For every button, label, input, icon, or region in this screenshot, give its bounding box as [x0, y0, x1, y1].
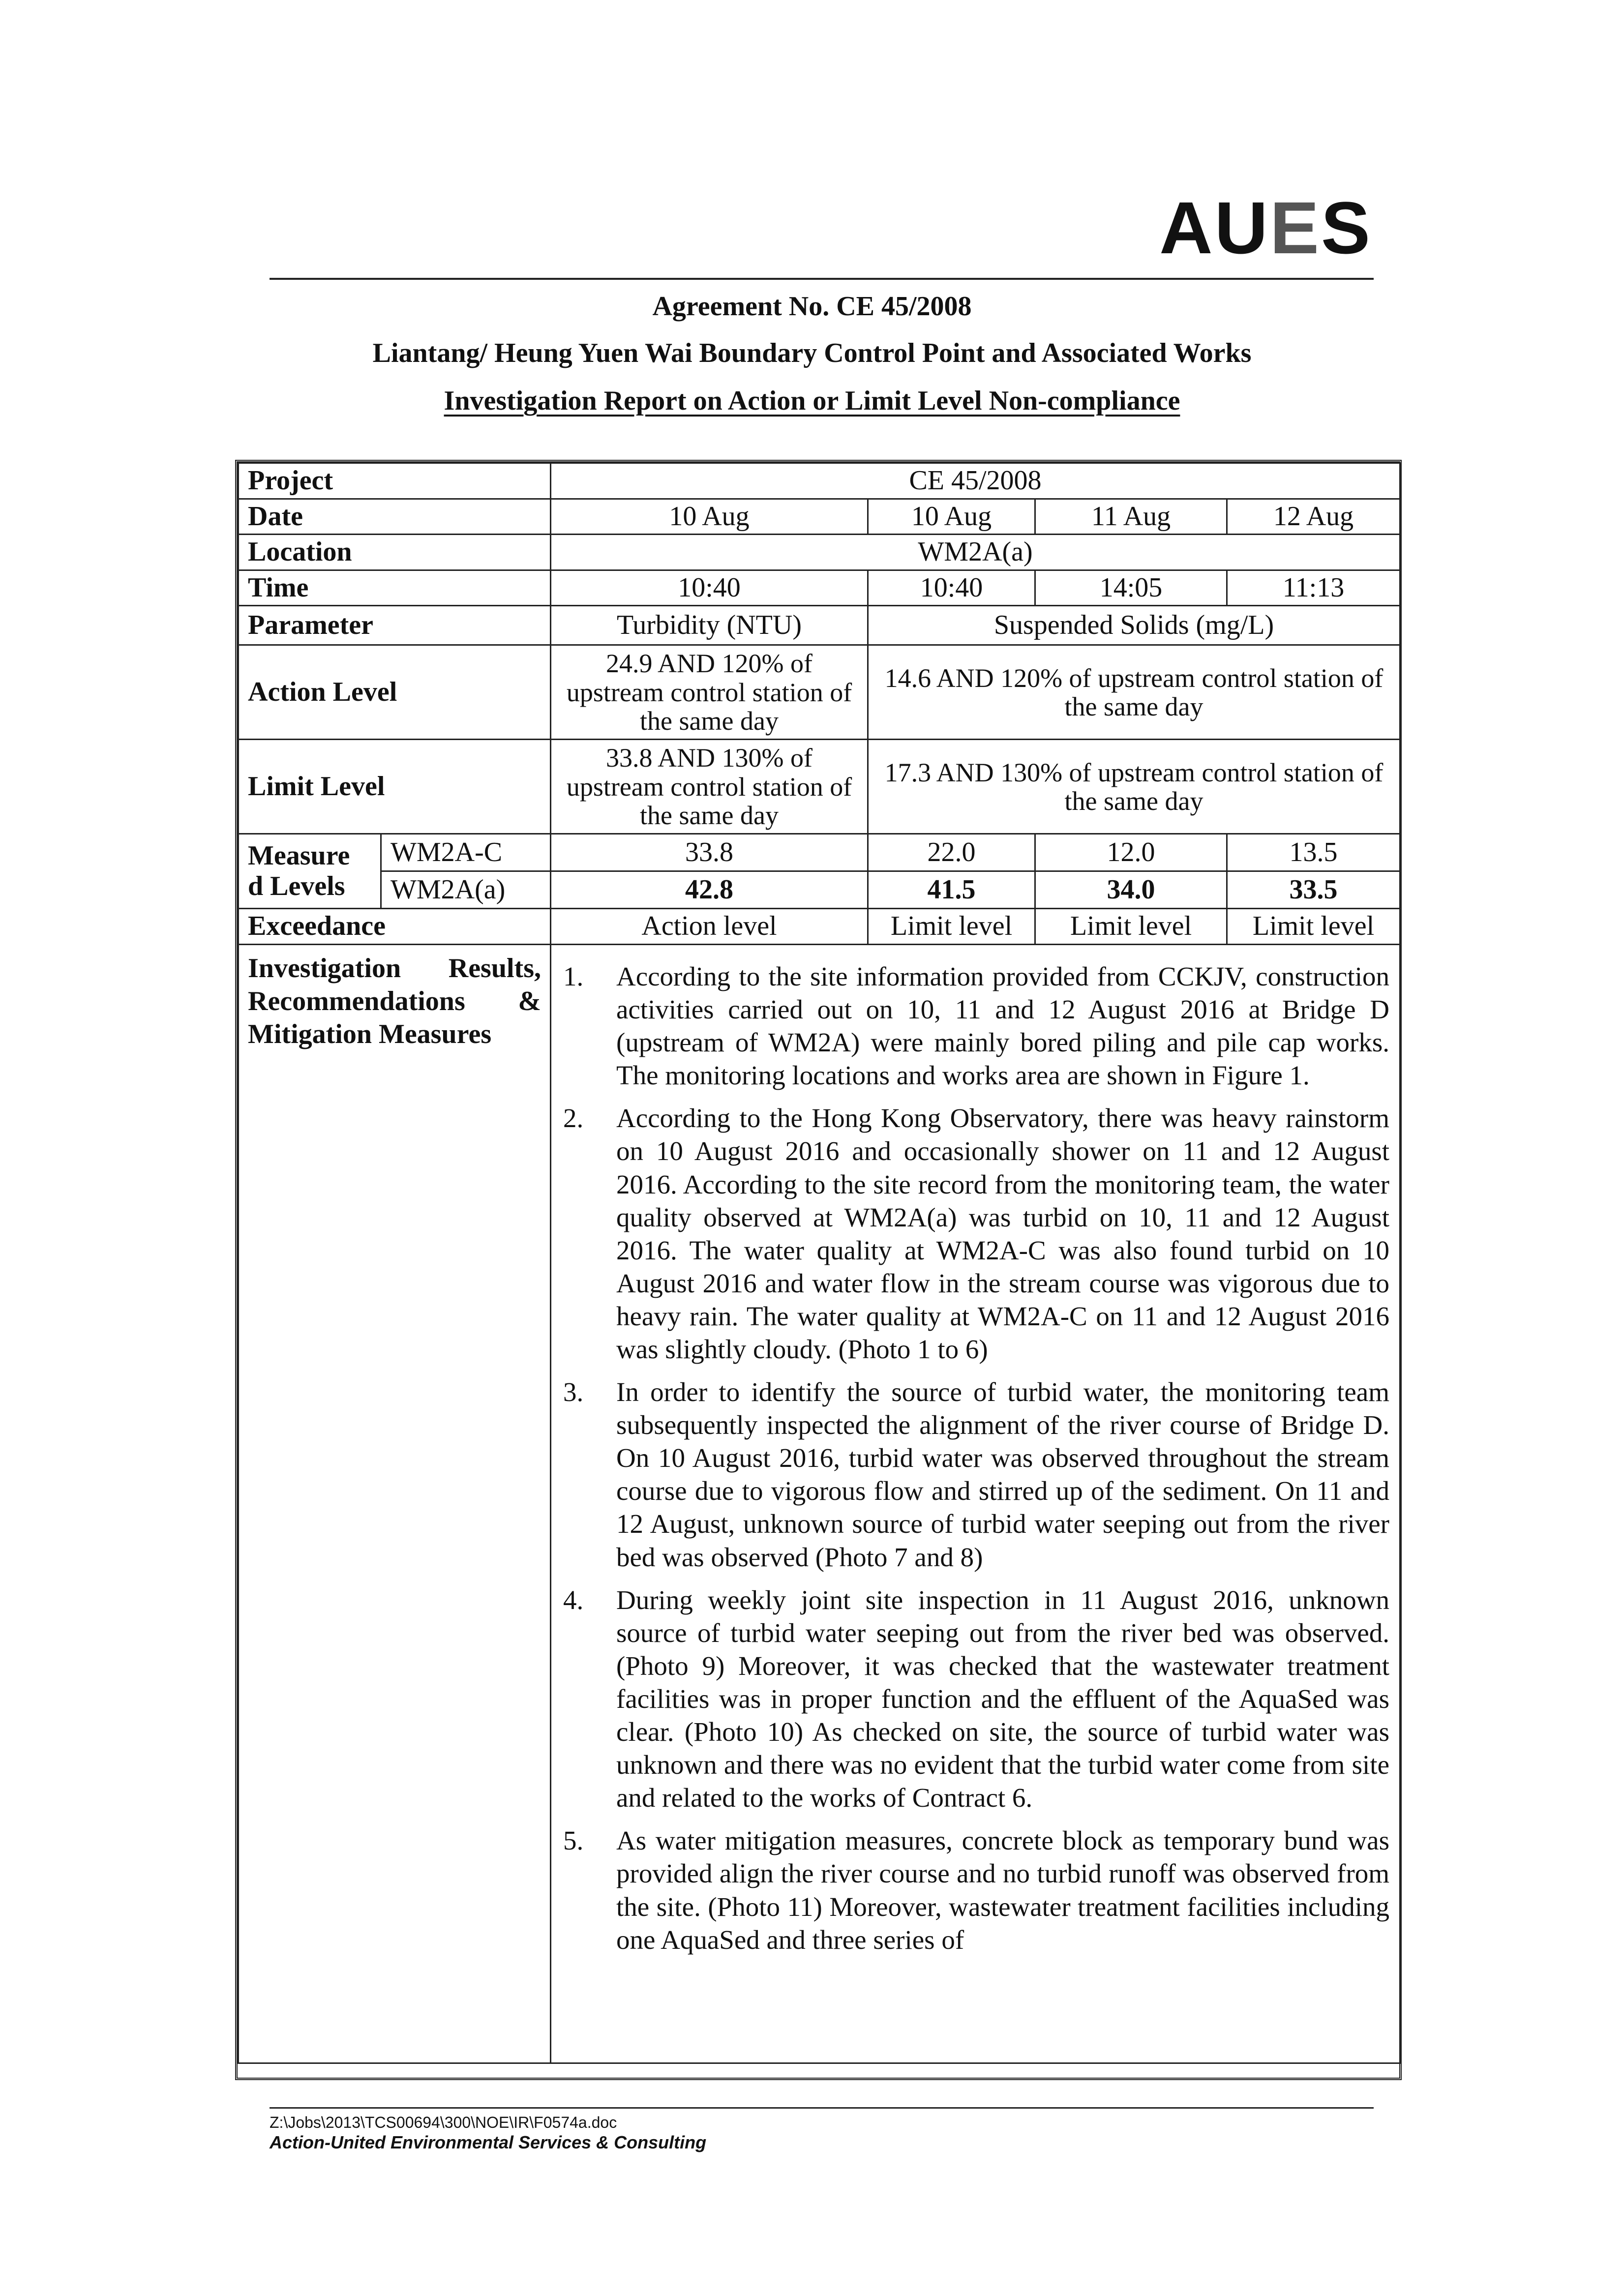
measured-value-exceeding: 41.5 [868, 871, 1035, 909]
header-rule [270, 278, 1374, 280]
investigation-report-table [235, 460, 1402, 2080]
time-cell: 10:40 [868, 570, 1035, 606]
footer-company-name: Action-United Environmental Services & Consulting [270, 2132, 707, 2152]
station-wm2a-c: WM2A-C [381, 834, 551, 871]
limit-level-turbidity: 33.8 AND 130% of upstream control station of the same day [551, 740, 868, 834]
finding-text: During weekly joint site inspection in 11 August 2016, unknown source of turbid water seeping out from the river bed was observed. (Photo 9) Moreover, it was checked that the wastewater treatment facilities was in proper function and the effluent of the AquaSed was clear. (Photo 10) As checked on site, the source of turbid water was unknown and there was no evident that the turbid water come from site and related to the works of Contract 6. [616, 1584, 1389, 1813]
time-cell: 11:13 [1227, 570, 1400, 606]
exceedance-cell: Limit level [1227, 909, 1400, 945]
exceedance-cell: Action level [551, 909, 868, 945]
date-cell: 12 Aug [1227, 499, 1400, 535]
label-action-level: Action Level [239, 645, 551, 740]
finding-text: As water mitigation measures, concrete block as temporary bund was provided align the river course and no turbid runoff was observed from the site. (Photo 11) Moreover, wastewater treatment facilities including one AquaSed and three series of [616, 1825, 1389, 1955]
station-wm2a-a: WM2A(a) [381, 871, 551, 909]
label-investigation-text: Investigation Results, Recommendations & Mitigation Measures [248, 953, 541, 1050]
label-location: Location [239, 535, 551, 570]
parameter-suspended-solids: Suspended Solids (mg/L) [868, 606, 1400, 645]
finding-text: According to the site information provided from CCKJV, construction activities carried out on 10, 11 and 12 August 2016 at Bridge D (upstream of WM2A) were mainly bored piling and pile cap works. The monitoring locations and works area are shown in Figure 1. [616, 961, 1389, 1091]
label-exceedance: Exceedance [239, 909, 551, 945]
exceedance-cell: Limit level [868, 909, 1035, 945]
findings-list [563, 960, 1389, 1956]
project-title: Liantang/ Heung Yuen Wai Boundary Control Point and Associated Works [372, 338, 1252, 368]
finding-item [563, 960, 1389, 1092]
measured-value-exceeding: 42.8 [551, 871, 868, 909]
finding-number: 1. [563, 961, 584, 991]
label-time: Time [239, 570, 551, 606]
exceedance-cell: Limit level [1035, 909, 1227, 945]
date-cell: 11 Aug [1035, 499, 1227, 535]
label-date: Date [239, 499, 551, 535]
footer-file-path: Z:\Jobs\2013\TCS00694\300\NOE\IR\F0574a.doc [270, 2114, 617, 2131]
label-measured-levels-line1: Measure [248, 840, 350, 871]
time-cell: 14:05 [1035, 570, 1227, 606]
label-limit-level: Limit Level [239, 740, 551, 834]
measured-value: 12.0 [1035, 834, 1227, 871]
finding-item [563, 1583, 1389, 1815]
time-cell: 10:40 [551, 570, 868, 606]
date-cell: 10 Aug [551, 499, 868, 535]
label-project: Project [239, 463, 551, 499]
measured-value: 13.5 [1227, 834, 1400, 871]
label-parameter: Parameter [239, 606, 551, 645]
measured-value-exceeding: 34.0 [1035, 871, 1227, 909]
parameter-turbidity: Turbidity (NTU) [551, 606, 868, 645]
aues-logo: AUES [1159, 186, 1372, 269]
finding-item [563, 1375, 1389, 1574]
investigation-findings [551, 944, 1400, 2063]
action-level-turbidity: 24.9 AND 120% of upstream control station of the same day [551, 645, 868, 740]
measured-value: 22.0 [868, 834, 1035, 871]
finding-text: In order to identify the source of turbid water, the monitoring team subsequently inspected the alignment of the river course of Bridge D. On 10 August 2016, turbid water was observed throughout the stream course due to vigorous flow and stirred up of the sediment. On 11 and 12 August, unknown source of turbid water seeping out from the river bed was observed (Photo 7 and 8) [616, 1377, 1389, 1572]
finding-number: 5. [563, 1825, 584, 1856]
agreement-number: Agreement No. CE 45/2008 [652, 291, 972, 322]
finding-item [563, 1102, 1389, 1366]
measured-value: 33.8 [551, 834, 868, 871]
finding-item [563, 1824, 1389, 1956]
report-title: Investigation Report on Action or Limit Level Non-compliance [444, 386, 1180, 416]
finding-text: According to the Hong Kong Observatory, there was heavy rainstorm on 10 August 2016 and occasionally shower on 11 and 12 August 2016. According to the site record from the monitoring team, the water quality observed at WM2A(a) was turbid on 10, 11 and 12 August 2016. The water quality at WM2A-C was also found turbid on 10 August 2016 and water flow in the stream course was vigorous due to heavy rain. The water quality at WM2A-C on 11 and 12 August 2016 was slightly cloudy. (Photo 1 to 6) [616, 1103, 1389, 1364]
label-investigation [239, 944, 551, 2063]
footer-rule [270, 2107, 1374, 2109]
finding-number: 3. [563, 1377, 584, 1407]
label-measured-levels-line2: d Levels [248, 870, 345, 901]
exceedance-table [238, 462, 1401, 2064]
location-value: WM2A(a) [551, 535, 1400, 570]
finding-number: 4. [563, 1584, 584, 1615]
action-level-suspended-solids: 14.6 AND 120% of upstream control station of the same day [868, 645, 1400, 740]
finding-number: 2. [563, 1103, 584, 1133]
label-measured-levels [239, 834, 381, 909]
measured-value-exceeding: 33.5 [1227, 871, 1400, 909]
limit-level-suspended-solids: 17.3 AND 130% of upstream control station of the same day [868, 740, 1400, 834]
project-value: CE 45/2008 [551, 463, 1400, 499]
date-cell: 10 Aug [868, 499, 1035, 535]
